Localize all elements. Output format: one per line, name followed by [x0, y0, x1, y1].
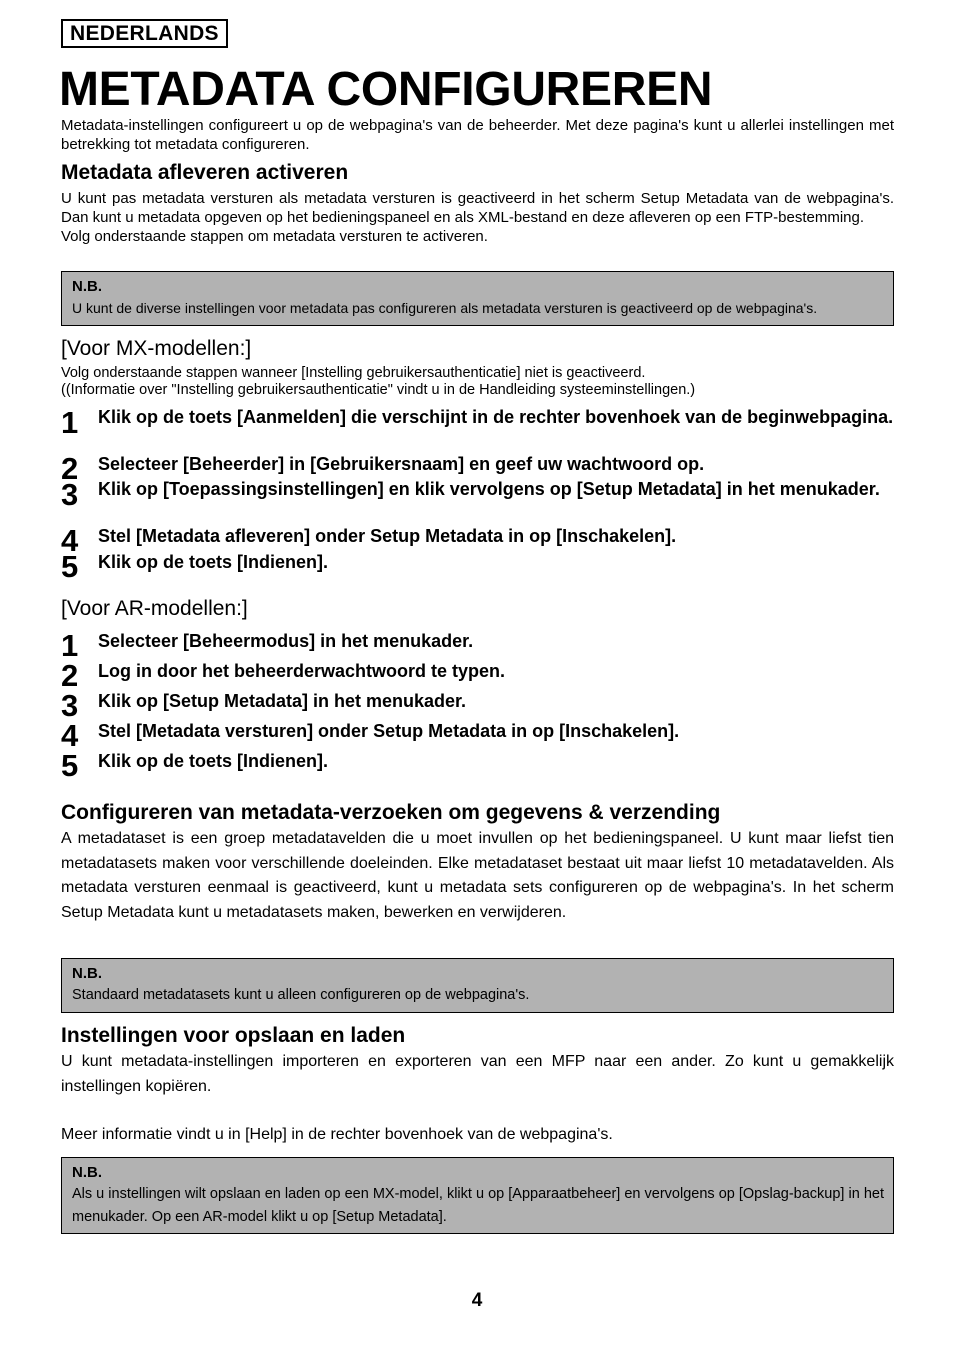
step-text: Klik op [Setup Metadata] in het menukader. — [98, 691, 467, 711]
mx-models-intro — [61, 365, 894, 399]
section-heading: Configureren van metadata-verzoeken om gegevens & verzending — [61, 801, 721, 824]
section-paragraph: U kunt metadata-instellingen importeren en exporteren van een MFP naar een ander. Zo kunt u gemakkelijk instellingen kopiëren. — [61, 1053, 894, 1095]
section-body — [61, 1123, 894, 1148]
step-number: 2 — [61, 658, 79, 693]
step-text: Klik op de toets [Indienen]. — [98, 552, 329, 572]
intro-text — [61, 116, 894, 154]
note-text: U kunt de diverse instellingen voor metadata pas configureren als metadata versturen is geactiveerd op de webpagina's. — [72, 300, 818, 316]
note-title: N.B. — [72, 965, 102, 982]
step-text: Klik op de toets [Indienen]. — [98, 751, 329, 771]
section-heading: Instellingen voor opslaan en laden — [61, 1024, 406, 1047]
section-paragraph: Meer informatie vindt u in [Help] in de rechter bovenhoek van de webpagina's. — [61, 1126, 613, 1143]
step-text: Log in door het beheerderwachtwoord te typen. — [98, 661, 506, 681]
step-text: Selecteer [Beheermodus] in het menukader. — [98, 631, 474, 651]
page-title: METADATA CONFIGUREREN — [59, 63, 713, 116]
ar-models-heading — [61, 596, 894, 622]
step-text: Klik op de toets [Aanmelden] die verschijnt in de rechter bovenhoek van de beginwebpagina. — [98, 407, 894, 427]
intro-paragraph: Metadata-instellingen configureert u op de webpagina's van de beheerder. Met deze pagina's kunt u allerlei instellingen met betrekking tot metadata configureren. — [61, 117, 894, 153]
note-text: Als u instellingen wilt opslaan en laden op een MX-model, klikt u op [Apparaatbeheer] en vervolgens op [Opslag-backup] in het menukader. Op een AR-model klikt u op [Setup Metadata]. — [72, 1186, 884, 1225]
subsection-heading: [Voor AR-modellen:] — [61, 597, 248, 620]
step-number: 5 — [61, 748, 79, 783]
section-paragraph: A metadataset is een groep metadatavelden die u moet invullen op het bedieningspaneel. U kunt maar liefst tien metadatasets maken voor verschillende doeleinden. Elke metadataset bestaat uit maar liefst 10 metadatavelden. Als metadata versturen eenmaal is geactiveerd, kunt u metadata sets configureren op de webpagina's. In het scherm Setup Metadata kunt u metadatasets maken, bewerken en verwijderen. — [61, 830, 894, 921]
step-number: 1 — [61, 405, 79, 440]
page-number: 4 — [471, 1290, 483, 1311]
section-body — [61, 827, 894, 925]
step-number: 2 — [61, 451, 79, 486]
step-number: 3 — [61, 477, 79, 512]
section-metadata-requests — [61, 800, 894, 826]
note-box — [61, 271, 894, 326]
section-save-load — [61, 1023, 894, 1049]
step-number: 4 — [61, 718, 79, 753]
step-text: Stel [Metadata afleveren] onder Setup Metadata in op [Inschakelen]. — [98, 526, 677, 546]
section-paragraph: Volg onderstaande stappen om metadata versturen te activeren. — [61, 228, 488, 245]
section-heading: Metadata afleveren activeren — [61, 161, 349, 184]
step-text: Klik op [Toepassingsinstellingen] en klik vervolgens op [Setup Metadata] in het menukader. — [98, 479, 880, 499]
info-line: Volg onderstaande stappen wanneer [Instelling gebruikersauthenticatie] niet is geactiveerd. — [61, 365, 646, 381]
section-body — [61, 1050, 894, 1099]
step-number: 1 — [61, 628, 79, 663]
mx-models-heading — [61, 336, 894, 362]
section-metadata-activate — [61, 160, 894, 186]
note-box — [61, 958, 894, 1013]
step-text: Selecteer [Beheerder] in [Gebruikersnaam] en geef uw wachtwoord op. — [98, 454, 705, 474]
section-paragraph: U kunt pas metadata versturen als metadata versturen is geactiveerd in het scherm Setup Metadata van de webpagina's. Dan kunt u metadata opgeven op het bedieningspaneel en als XML-bestand en deze afleveren op een FTP-bestemming. — [61, 190, 894, 226]
section-body — [61, 189, 894, 246]
step-number: 4 — [61, 523, 79, 558]
note-title: N.B. — [72, 278, 102, 295]
step-text: Stel [Metadata versturen] onder Setup Metadata in op [Inschakelen]. — [98, 721, 680, 741]
step-number: 5 — [61, 549, 79, 584]
step-number: 3 — [61, 688, 79, 723]
subsection-heading: [Voor MX-modellen:] — [61, 337, 252, 360]
note-text: Standaard metadatasets kunt u alleen configureren op de webpagina's. — [72, 987, 530, 1003]
note-box — [61, 1157, 894, 1234]
language-tag: NEDERLANDS — [61, 19, 228, 48]
note-title: N.B. — [72, 1164, 102, 1181]
info-line: ((Informatie over "Instelling gebruikersauthenticatie" vindt u in de Handleiding systeeminstellingen.) — [61, 382, 696, 398]
